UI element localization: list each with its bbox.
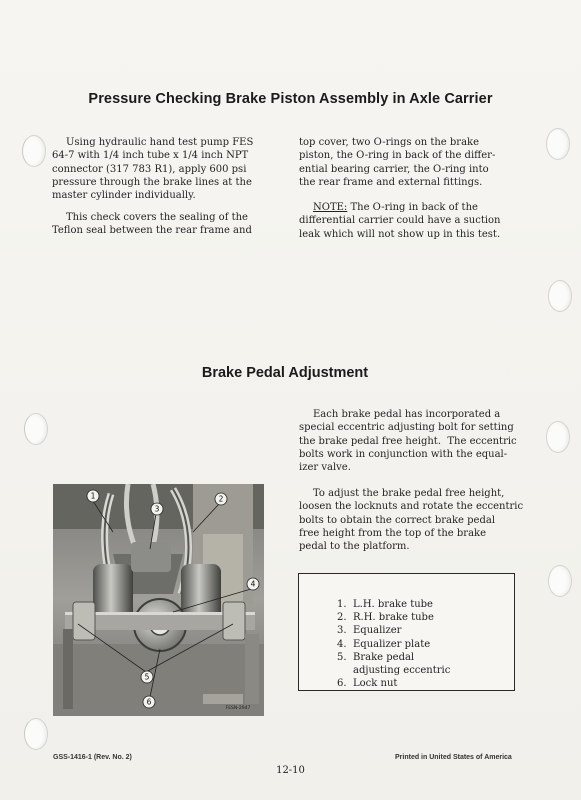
legend-item <box>337 624 450 637</box>
binder-hole <box>24 718 48 750</box>
section-title: Pressure Checking Brake Piston Assembly in Axle Carrier <box>88 91 493 107</box>
text-line: To adjust the brake pedal free height, <box>313 488 505 499</box>
callout-6: 6 <box>146 697 152 707</box>
text-line: the brake pedal free height. The eccentric <box>299 435 517 447</box>
scope-paragraph <box>52 211 252 238</box>
text-line: the rear frame and external fittings. <box>299 176 483 188</box>
text-line: connector (317 783 R1), apply 600 psi <box>52 163 247 175</box>
text-line: Each brake pedal has incorporated a <box>313 409 501 420</box>
text-line: Using hydraulic hand test pump FES <box>66 137 254 148</box>
text-line: piston, the O-ring in back of the differ- <box>299 150 496 162</box>
binder-hole <box>548 280 572 312</box>
legend-item <box>337 611 450 624</box>
binder-hole <box>24 413 48 445</box>
text-line: leak which will not show up in this test. <box>299 228 501 240</box>
text-line: izer valve. <box>299 462 351 474</box>
legend-list <box>337 598 450 690</box>
footer-printed-in: Printed in United States of America <box>395 754 512 761</box>
section-title: Brake Pedal Adjustment <box>201 365 369 381</box>
text-line: master cylinder individually. <box>52 190 196 202</box>
text-line: bolts work in conjunction with the equal- <box>299 448 508 460</box>
text-line: top cover, two O-rings on the brake <box>299 137 480 148</box>
footer-document-id: GSS-1416-1 (Rev. No. 2) <box>53 754 132 761</box>
text-line: free height from the top of the brake <box>299 527 487 539</box>
legend-text: Brake pedal <box>353 651 415 663</box>
text-line <box>299 201 501 214</box>
text-line: differential carrier could have a suction <box>299 215 501 227</box>
binder-hole <box>548 565 572 597</box>
legend-text: R.H. brake tube <box>353 612 434 624</box>
text-line: pressure through the brake lines at the <box>52 176 252 188</box>
legend-number: 4. <box>337 638 347 650</box>
legend-text: Equalizer <box>353 625 402 637</box>
figure-code: FESN-2947 <box>225 706 251 711</box>
brake-mechanism-illustration <box>53 484 264 716</box>
text-line: special eccentric adjusting bolt for setting <box>299 422 514 434</box>
text-line: 64-7 with 1/4 inch tube x 1/4 inch NPT <box>52 150 249 162</box>
legend-text-continued: adjusting eccentric <box>353 665 451 677</box>
callout-4: 4 <box>250 579 256 589</box>
adjust-intro-paragraph <box>299 408 517 474</box>
callout-2: 2 <box>218 494 224 504</box>
callout-5: 5 <box>144 672 150 682</box>
legend-item <box>337 638 450 651</box>
binder-hole <box>546 128 570 160</box>
binder-hole <box>546 421 570 453</box>
text-line: Teflon seal between the rear frame and <box>52 225 252 237</box>
legend-item <box>337 651 450 677</box>
text-line: ential bearing carrier, the O-ring into <box>299 163 489 175</box>
legend-item <box>337 677 450 690</box>
intro-paragraph <box>52 136 253 202</box>
note-paragraph <box>299 201 501 241</box>
brake-pedal-photo <box>53 484 264 716</box>
legend-item <box>337 598 450 611</box>
binder-hole <box>22 135 46 167</box>
text-line: bolts to obtain the correct brake pedal <box>299 514 496 526</box>
legend-text: Equalizer plate <box>353 638 431 650</box>
legend-text: L.H. brake tube <box>353 599 433 610</box>
note-text: The O-ring in back of the <box>347 202 478 213</box>
adjust-steps-paragraph <box>299 487 523 553</box>
legend-number: 1. <box>337 599 347 610</box>
legend-number: 3. <box>337 625 347 637</box>
legend-number: 5. <box>337 651 347 663</box>
callout-1: 1 <box>90 491 96 501</box>
note-label: NOTE: <box>313 202 348 213</box>
text-line: loosen the locknuts and rotate the eccentric <box>299 501 524 513</box>
page-number: 12-10 <box>276 765 305 776</box>
callout-3: 3 <box>154 504 160 514</box>
legend-number: 6. <box>337 678 347 690</box>
scope-continued <box>299 136 495 189</box>
figure-legend <box>298 573 515 691</box>
text-line: This check covers the sealing of the <box>66 212 248 223</box>
text-line: pedal to the platform. <box>299 541 410 553</box>
legend-number: 2. <box>337 612 347 624</box>
legend-text: Lock nut <box>353 678 398 690</box>
